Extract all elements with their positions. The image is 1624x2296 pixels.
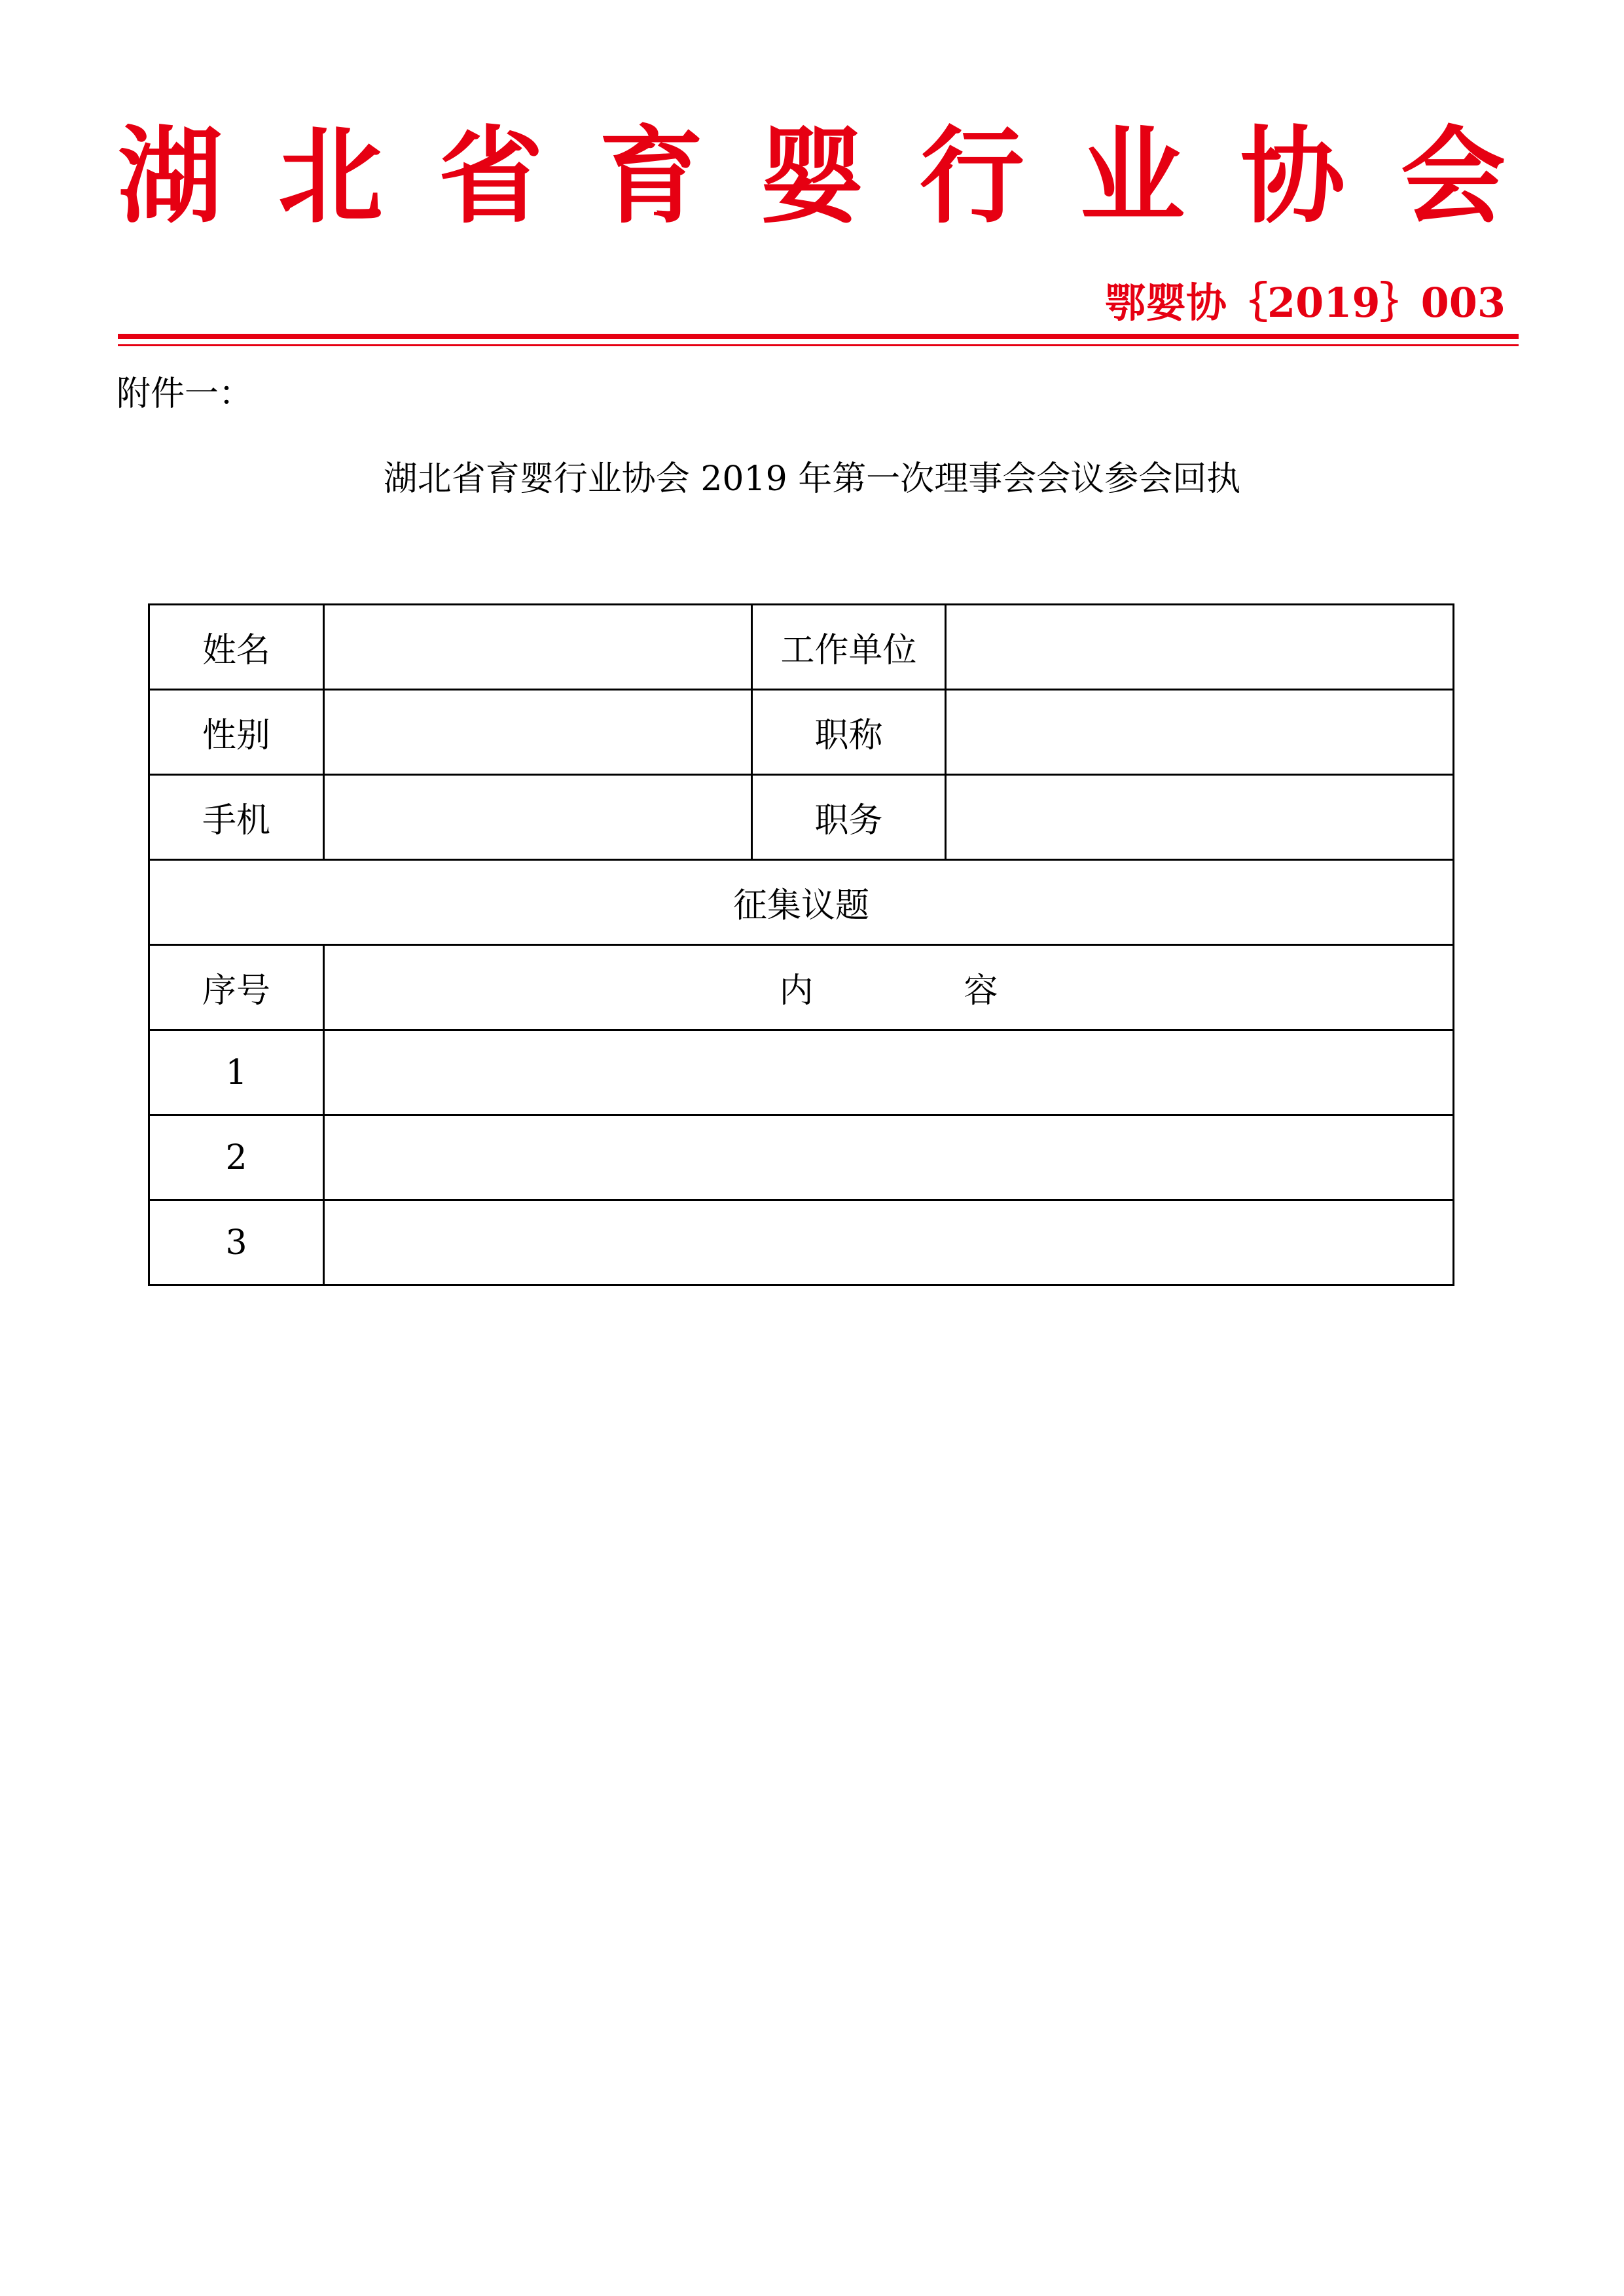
- table-row: [149, 1200, 1454, 1285]
- masthead-char: 业: [1079, 115, 1185, 238]
- masthead-char: 会: [1400, 115, 1506, 238]
- header-rule-thin: [118, 344, 1519, 346]
- registration-form-table: [148, 603, 1454, 1286]
- name-field[interactable]: [324, 605, 752, 690]
- attachment-label: 附件一：: [117, 374, 253, 414]
- topic-content-field[interactable]: [324, 1200, 1454, 1285]
- title-field[interactable]: [946, 690, 1454, 775]
- table-row: [149, 690, 1454, 775]
- topic-index: 3: [149, 1200, 324, 1285]
- form-title: 湖北省育婴行业协会 2019 年第一次理事会会议参会回执: [383, 459, 1241, 499]
- masthead-char: 协: [1240, 115, 1345, 238]
- work-unit-field[interactable]: [946, 605, 1454, 690]
- organization-masthead: [118, 111, 1506, 242]
- field-label-title: 职称: [752, 690, 946, 775]
- topic-content-field[interactable]: [324, 1030, 1454, 1115]
- table-row: [149, 860, 1454, 945]
- topic-content-field[interactable]: [324, 1115, 1454, 1200]
- masthead-char: 湖: [118, 115, 223, 238]
- section-heading-topics: 征集议题: [149, 860, 1454, 945]
- field-label-name: 姓名: [149, 605, 324, 690]
- field-label-mobile: 手机: [149, 775, 324, 860]
- field-label-gender: 性别: [149, 690, 324, 775]
- topic-index: 1: [149, 1030, 324, 1115]
- gender-field[interactable]: [324, 690, 752, 775]
- masthead-char: 育: [598, 115, 704, 238]
- column-header-content-label: 内容: [779, 971, 1149, 1011]
- field-label-position: 职务: [752, 775, 946, 860]
- table-header-row: [149, 945, 1454, 1030]
- table-row: [149, 605, 1454, 690]
- column-header-content: [324, 945, 1454, 1030]
- document-number: 鄂婴协｛2019｝003: [1105, 279, 1506, 327]
- mobile-field[interactable]: [324, 775, 752, 860]
- table-row: [149, 1030, 1454, 1115]
- table-row: [149, 1115, 1454, 1200]
- header-rule-thick: [118, 334, 1519, 339]
- field-label-work-unit: 工作单位: [752, 605, 946, 690]
- topic-index: 2: [149, 1115, 324, 1200]
- column-header-index: 序号: [149, 945, 324, 1030]
- table-row: [149, 775, 1454, 860]
- masthead-char: 省: [438, 115, 543, 238]
- masthead-char: 婴: [759, 115, 864, 238]
- position-field[interactable]: [946, 775, 1454, 860]
- masthead-char: 行: [919, 115, 1024, 238]
- masthead-char: 北: [278, 115, 383, 238]
